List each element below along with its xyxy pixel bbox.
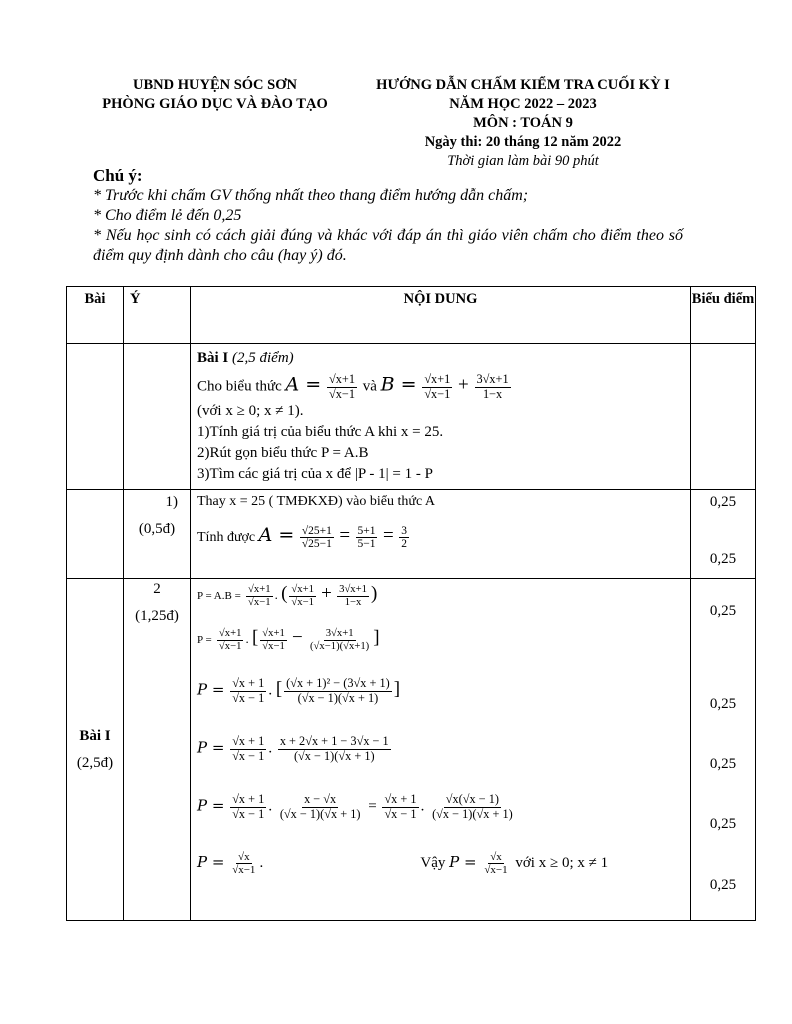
part-2-label-cell: 2 (1,25đ) — [124, 579, 191, 921]
empty-cell — [67, 490, 124, 579]
step-5: P = $\frac{√x + 1}{√x - 1}$ . $\frac{x - √x}{(√x - 1)(√x + 1)}$ = $\frac{√x + 1}{√x - 1}$ . $\frac{√x(√x - 1)}{(√x - 1)(√x + 1)}$ — [197, 792, 513, 821]
question-1: 1)Tính giá trị của biểu thức A khi x = 25. — [197, 424, 444, 441]
part-2-scores: 0,25 0,25 0,25 0,25 0,25 — [691, 579, 756, 921]
district-name: UBND HUYỆN SÓC SƠN — [133, 77, 297, 93]
col-header-content: NỘI DUNG — [191, 287, 691, 344]
step-3: P = $\frac{√x + 1}{√x - 1}$ . [ $\frac{\text{(√x + 1)² − (3√x + 1)}}{(√x - 1)(√x + 1)}$ ] — [197, 676, 401, 705]
school-year: NĂM HỌC 2022 – 2023 — [449, 96, 597, 112]
empty-cell — [124, 344, 191, 490]
problem-points: (2,5 điểm) — [232, 350, 294, 366]
step-1: P = A.B = $\frac{√x+1}{√x-1}$ . ( $\frac{√x+1}{√x-1}$ + $\frac{3√x+1}{1-x}$ ) — [197, 583, 378, 608]
exam-date: Ngày thi: 20 tháng 12 năm 2022 — [424, 134, 622, 150]
part-1-label-cell: 1) (0,5đ) — [124, 490, 191, 579]
problem-statement — [191, 344, 691, 490]
col-header-y: Ý — [124, 287, 191, 344]
table-row — [67, 579, 756, 921]
step-2: P = $\frac{√x+1}{√x-1}$ . [ $\frac{√x+1}{√x-1}$ − $\frac{3√x+1}{(√x-1)(√x+1)}$ ] — [197, 627, 380, 652]
header-right — [358, 76, 688, 171]
note-2: * Cho điểm lẻ đến 0,25 — [93, 207, 242, 224]
department-name: PHÒNG GIÁO DỤC VÀ ĐÀO TẠO — [102, 96, 328, 112]
table-row — [67, 344, 756, 490]
grading-table — [66, 286, 756, 921]
part-1-content: Thay x = 25 ( TMĐKXĐ) vào biểu thức A Tính được A = $\frac{√25+1}{√25-1}$ = $\frac{5+1}{5-1}$ = $\frac{3}{2}$ — [191, 490, 691, 579]
doc-title: HƯỚNG DẪN CHẤM KIỂM TRA CUỐI KỲ I — [376, 77, 670, 93]
note-1: * Trước khi chấm GV thống nhất theo thang điểm hướng dẫn chấm; — [93, 187, 529, 204]
table-row — [67, 490, 756, 579]
empty-cell — [67, 344, 124, 490]
part-2-content — [191, 579, 691, 921]
question-3: 3)Tìm các giá trị của x để |P - 1| = 1 - P — [197, 466, 433, 483]
question-2: 2)Rút gọn biểu thức P = A.B — [197, 445, 369, 462]
col-header-bai: Bài — [67, 287, 124, 344]
header-left — [80, 76, 350, 114]
table-header-row — [67, 287, 756, 344]
step-4: P = $\frac{√x + 1}{√x - 1}$ . $\frac{x + 2√x + 1 - 3√x - 1}{(√x - 1)(√x + 1)}$ — [197, 734, 389, 763]
condition: (với x ≥ 0; x ≠ 1). — [197, 403, 304, 420]
expression-definition: Cho biểu thức A = $\frac{√x+1}{√x-1}$ và B = $\frac{√x+1}{√x-1}$ + $\frac{3√x+1}{1-x}$ — [197, 372, 509, 401]
exam-duration: Thời gian làm bài 90 phút — [447, 153, 599, 169]
note-3: * Nếu học sinh có cách giải đúng và khác với đáp án thì giáo viên chấm cho điểm theo số điểm quy định dành cho câu (hay ý) đó. — [93, 227, 683, 264]
notes — [93, 166, 683, 266]
part-1-scores: 0,25 0,25 — [691, 490, 756, 579]
problem-title: Bài I — [197, 350, 229, 366]
empty-cell — [691, 344, 756, 490]
col-header-score: Biểu điểm — [691, 287, 756, 344]
bai-cell: Bài I (2,5đ) — [67, 579, 124, 921]
step-6: P = $\frac{√x}{√x-1}$ . Vậy P = $\frac{√x}{√x-1}$ với x ≥ 0; x ≠ 1 — [197, 851, 609, 877]
notes-title: Chú ý: — [93, 166, 143, 185]
subject: MÔN : TOÁN 9 — [473, 115, 573, 131]
